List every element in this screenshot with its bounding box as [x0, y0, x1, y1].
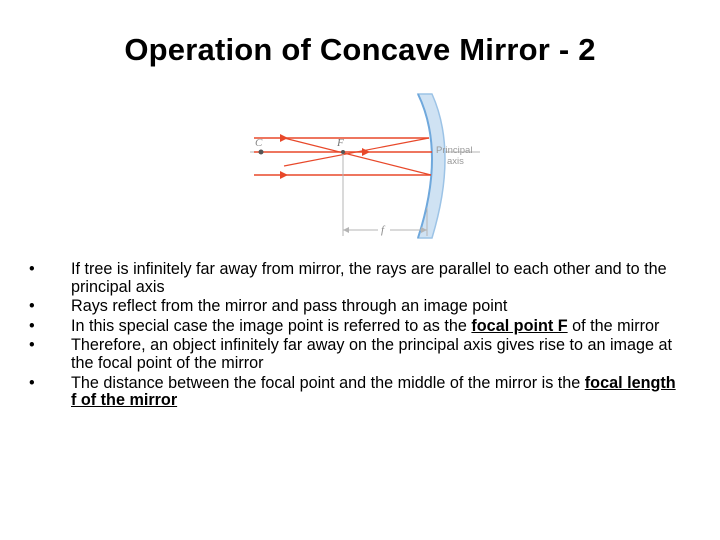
bullet-marker: •: [29, 260, 35, 278]
dimension-arrow-left: [343, 227, 349, 233]
bullet-text: If tree is infinitely far away from mirror, the rays are parallel to each other and to the principal axis: [71, 260, 667, 296]
bullet-item: [24, 318, 684, 336]
bullet-marker: •: [29, 336, 35, 355]
bullet-text: of the mirror: [567, 316, 660, 335]
slide-title: Operation of Concave Mirror - 2: [124, 32, 596, 67]
bullet-marker: •: [29, 297, 35, 316]
bullet-text: Therefore, an object infinitely far away on the principal axis gives rise to an image at the focal point of the mirror: [71, 336, 673, 372]
bullet-item: [24, 261, 684, 296]
focal-length-term: focal length f of the mirror: [71, 373, 676, 410]
principal-axis-label-line2: axis: [447, 156, 464, 167]
ray-arrow-top: [280, 134, 288, 142]
center-label: C: [255, 137, 263, 149]
bullet-text: Rays reflect from the mirror and pass through an image point: [71, 297, 508, 316]
center-point-c: [259, 150, 264, 155]
bullet-list: [24, 261, 684, 412]
bullet-marker: •: [29, 373, 35, 392]
ray-arrow-bottom: [280, 171, 288, 179]
bullet-item: [24, 375, 684, 410]
principal-axis-label-line1: Principal: [436, 145, 473, 156]
bullet-item: [24, 298, 684, 316]
bullet-text: The distance between the focal point and the middle of the mirror is the: [71, 373, 585, 392]
bullet-text: In this special case the image point is referred to as the: [71, 316, 472, 335]
focal-point-f: [341, 150, 345, 154]
reflected-ray-bottom: [284, 138, 431, 175]
bullet-marker: •: [29, 316, 35, 335]
concave-mirror-diagram: [240, 88, 490, 243]
focal-label: F: [337, 137, 344, 149]
bullet-item: [24, 337, 684, 372]
focal-length-label: f: [381, 224, 385, 236]
focal-point-term: focal point F: [471, 316, 568, 335]
